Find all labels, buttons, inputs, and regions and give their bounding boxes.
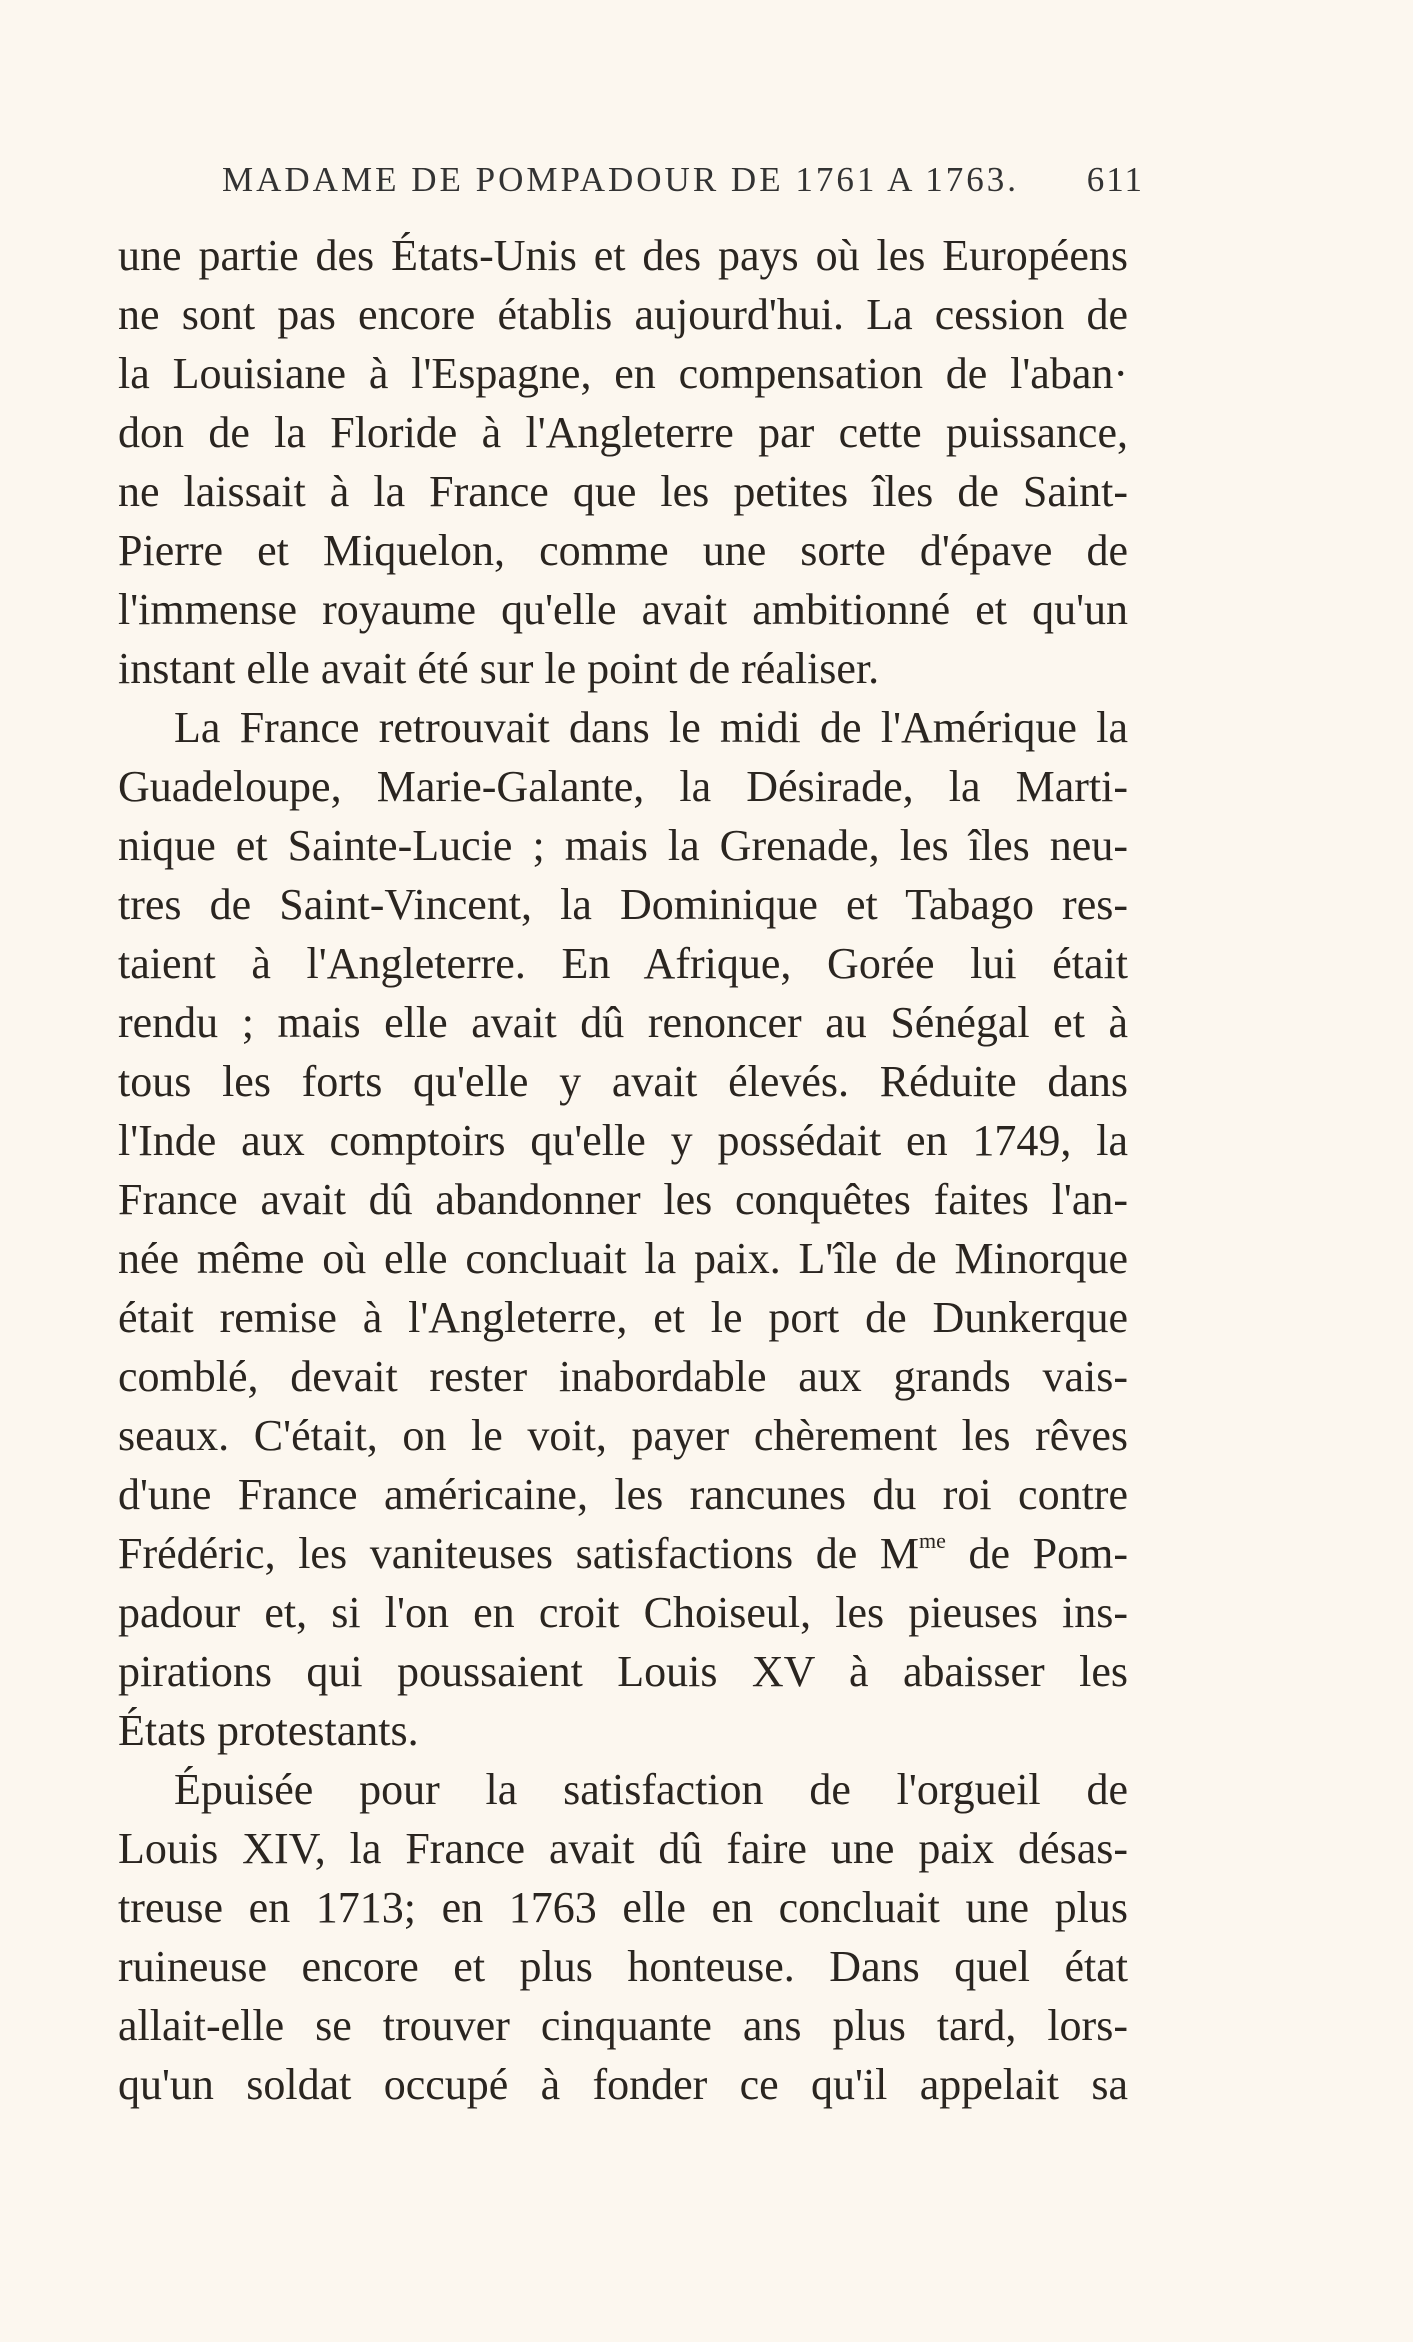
text-line: Pierre et Miquelon, comme une sorte d'épave de — [118, 526, 1128, 575]
text-line: nique et Sainte-Lucie ; mais la Grenade, les îles neu- — [118, 821, 1128, 870]
text-line: allait-elle se trouver cinquante ans plus tard, lors- — [118, 2001, 1128, 2050]
running-header — [222, 160, 1144, 208]
text-line: taient à l'Angleterre. En Afrique, Gorée lui était — [118, 939, 1128, 988]
text-line: Louis XIV, la France avait dû faire une paix désas- — [118, 1824, 1128, 1873]
text-line: comblé, devait rester inabordable aux grands vais- — [118, 1352, 1128, 1401]
text-line: La France retrouvait dans le midi de l'Amérique la — [174, 703, 1128, 752]
text-line: don de la Floride à l'Angleterre par cette puissance, — [118, 408, 1128, 457]
text-line: ruineuse encore et plus honteuse. Dans quel état — [118, 1942, 1128, 1991]
text-line: une partie des États-Unis et des pays où les Européens — [118, 231, 1128, 280]
line-text-after: de Pom- — [945, 1529, 1128, 1578]
text-line-with-exponent — [118, 1524, 1128, 1583]
paragraph-1 — [118, 226, 1128, 698]
text-line: d'une France américaine, les rancunes du roi contre — [118, 1470, 1128, 1519]
text-line: née même où elle concluait la paix. L'île de Minorque — [118, 1234, 1128, 1283]
text-line: ne laissait à la France que les petites îles de Saint- — [118, 467, 1128, 516]
paragraph-2 — [118, 698, 1128, 1760]
paragraph-3 — [118, 1760, 1128, 2114]
exponent: me — [918, 1528, 946, 1553]
running-title: MADAME DE POMPADOUR DE 1761 A 1763. — [222, 160, 1019, 199]
text-line: l'Inde aux comptoirs qu'elle y possédait en 1749, la — [118, 1116, 1128, 1165]
text-line: treuse en 1713; en 1763 elle en concluait une plus — [118, 1883, 1128, 1932]
text-line: Guadeloupe, Marie-Galante, la Désirade, la Marti- — [118, 762, 1128, 811]
text-line: instant elle avait été sur le point de réaliser. — [118, 644, 880, 693]
text-line: padour et, si l'on en croit Choiseul, les pieuses ins- — [118, 1588, 1128, 1637]
line-text-before: Frédéric, les vaniteuses satisfactions de M — [118, 1529, 919, 1578]
text-line: Épuisée pour la satisfaction de l'orgueil de — [174, 1765, 1128, 1814]
text-line: tous les forts qu'elle y avait élevés. Réduite dans — [118, 1057, 1128, 1106]
text-line: était remise à l'Angleterre, et le port de Dunkerque — [118, 1293, 1128, 1342]
text-line: États protestants. — [118, 1706, 419, 1755]
text-line: l'immense royaume qu'elle avait ambitionné et qu'un — [118, 585, 1128, 634]
text-line: la Louisiane à l'Espagne, en compensation de l'aban· — [118, 349, 1128, 398]
text-line: ne sont pas encore établis aujourd'hui. La cession de — [118, 290, 1128, 339]
text-line: tres de Saint-Vincent, la Dominique et Tabago res- — [118, 880, 1128, 929]
text-line: seaux. C'était, on le voit, payer chèrement les rêves — [118, 1411, 1128, 1460]
page-number: 611 — [1086, 160, 1144, 199]
text-line: pirations qui poussaient Louis XV à abaisser les — [118, 1647, 1128, 1696]
text-line: qu'un soldat occupé à fonder ce qu'il appelait sa — [118, 2060, 1128, 2109]
body-text — [118, 226, 1128, 2114]
text-line: rendu ; mais elle avait dû renoncer au Sénégal et à — [118, 998, 1128, 1047]
text-line: France avait dû abandonner les conquêtes faites l'an- — [118, 1175, 1128, 1224]
